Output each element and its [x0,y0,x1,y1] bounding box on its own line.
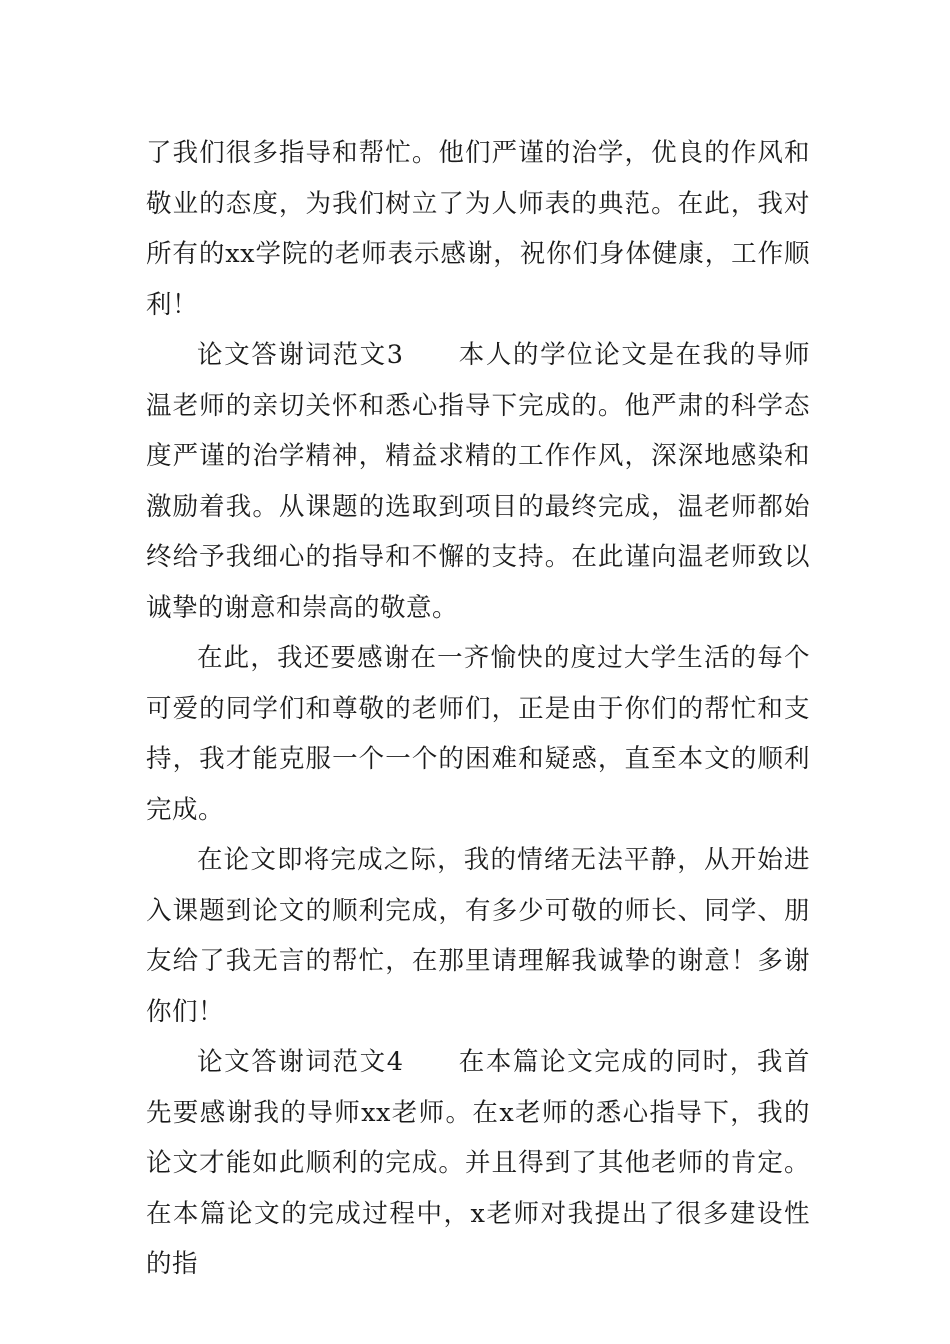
paragraph-continuation: 了我们很多指导和帮忙。他们严谨的治学，优良的作风和敬业的态度，为我们树立了为人师表的典范。在此，我对所有的xx学院的老师表示感谢，祝你们身体健康，工作顺利！ [146,138,810,320]
paragraph-thanks-teachers-friends: 在论文即将完成之际，我的情绪无法平静，从开始进入课题到论文的顺利完成，有多少可敬的师长、同学、朋友给了我无言的帮忙，在那里请理解我诚挚的谢意！多谢你们！ [146,845,810,1027]
paragraph-thanks-classmates: 在此，我还要感谢在一齐愉快的度过大学生活的每个可爱的同学们和尊敬的老师们，正是由于你们的帮忙和支持，我才能克服一个一个的困难和疑惑，直至本文的顺利完成。 [146,643,810,825]
paragraph-sample-4: 论文答谢词范文4 在本篇论文完成的同时，我首先要感谢我的导师xx老师。在x老师的悉心指导下，我的论文才能如此顺利的完成。并且得到了其他老师的肯定。在本篇论文的完成过程中，x老师对我提出了很多建设性的指 [146,1047,810,1279]
paragraph-sample-3: 论文答谢词范文3 本人的学位论文是在我的导师温老师的亲切关怀和悉心指导下完成的。他严肃的科学态度严谨的治学精神，精益求精的工作作风，深深地感染和激励着我。从课题的选取到项目的最终完成，温老师都始终给予我细心的指导和不懈的支持。在此谨向温老师致以诚挚的谢意和崇高的敬意。 [146,340,810,623]
document-body [146,128,810,1290]
